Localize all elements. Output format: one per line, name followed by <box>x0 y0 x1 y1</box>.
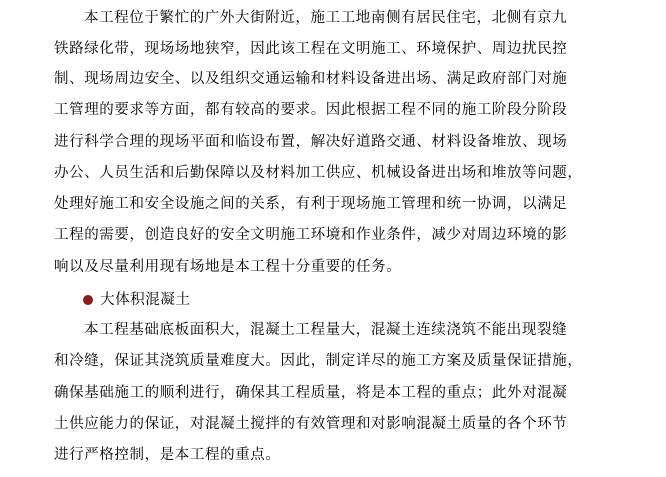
paragraph-line: 工管理的要求等方面，都有较高的要求。因此根据工程不同的施工阶段分阶段 <box>54 102 568 118</box>
paragraph-line: 确保基础施工的顺利进行，确保其工程质量，将是本工程的重点；此外对混凝 <box>54 385 568 401</box>
paragraph-line: 制、现场周边安全、以及组织交通运输和材料设备进出场、满足政府部门对施 <box>54 71 568 87</box>
paragraph-line: 铁路绿化带，现场场地狭窄，因此该工程在文明施工、环境保护、周边扰民控 <box>54 41 568 57</box>
section-heading <box>83 290 191 310</box>
paragraph-line: 土供应能力的保证，对混凝土搅拌的有效管理和对影响混凝土质量的各个环节 <box>54 416 568 432</box>
section-heading-text: 大体积混凝土 <box>100 292 191 308</box>
paragraph-line: 处理好施工和安全设施之间的关系，有利于现场施工管理和统一协调，以满足 <box>54 196 568 212</box>
paragraph-line: 本工程基础底板面积大，混凝土工程量大，混凝土连续浇筑不能出现裂缝 <box>84 322 568 338</box>
paragraph-line: 和冷缝，保证其浇筑质量难度大。因此，制定详尽的施工方案及质量保证措施， <box>54 353 583 369</box>
paragraph-line: 工程的需要，创造良好的安全文明施工环境和作业条件，减少对周边环境的影 <box>54 227 568 243</box>
paragraph-line: 进行严格控制，是本工程的重点。 <box>54 447 281 463</box>
paragraph-line: 进行科学合理的现场平面和临设布置，解决好道路交通、材料设备堆放、现场 <box>54 134 568 150</box>
paragraph-line: 本工程位于繁忙的广外大街附近，施工工地南侧有居民住宅，北侧有京九 <box>84 10 568 26</box>
paragraph-line: 响以及尽量利用现有场地是本工程十分重要的任务。 <box>54 259 402 275</box>
bullet-icon <box>83 295 93 305</box>
paragraph-line: 办公、人员生活和后勤保障以及材料加工供应、机械设备进出场和堆放等问题， <box>54 165 583 181</box>
